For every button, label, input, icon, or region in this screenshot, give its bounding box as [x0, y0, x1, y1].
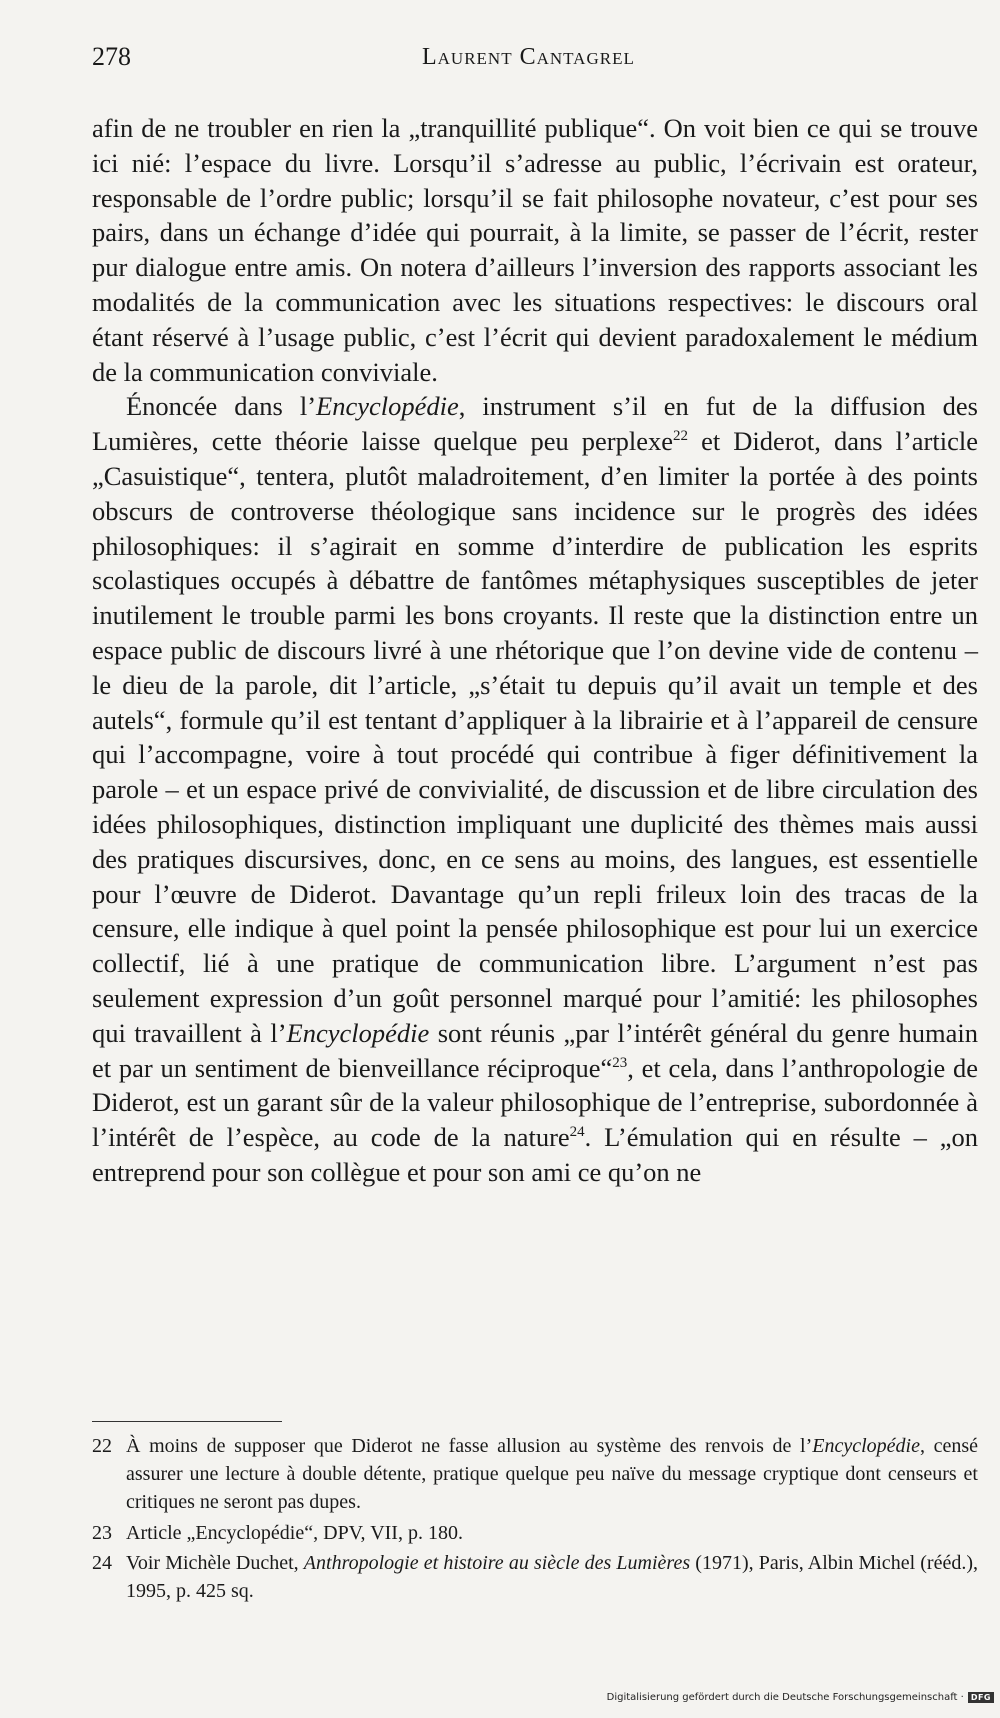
footnote: [92, 1519, 978, 1547]
footnote-number: 22: [92, 1435, 112, 1457]
footnote-reference[interactable]: 22: [673, 428, 689, 445]
footnotes: [92, 1432, 978, 1607]
dfg-logo-icon: DFG: [968, 1692, 994, 1703]
page-number: 278: [92, 42, 131, 71]
text-run: sont réunis „par l’intérêt général du genre humain et par un sentiment de bienveillance réciproque“: [92, 1017, 978, 1083]
body-text: [92, 111, 978, 1190]
footnote: [92, 1549, 978, 1605]
footnote-number: 23: [92, 1521, 112, 1544]
footnote-text: [126, 1552, 978, 1602]
text-run: afin de ne troubler en rien la „tranquillité publique“. On voit bien ce qui se trouve ici nié: l’espace du livre. Lorsqu’il s’adresse au public, l’écrivain est orateur, responsable de l’ordre public; lorsqu’il se fait philosophe novateur, c’est pour ses pairs, dans un échange d’idée qui pourrait, à la limite, se passer de l’écrit, rester pur dialogue entre amis. On notera d’ailleurs l’inversion des rapports associant les modalités de la communication avec les situations respectives: le discours oral étant réservé à l’usage public, c’est l’écrit qui devient paradoxalement le médium de la communication conviviale.: [92, 113, 978, 387]
footnote-text: [126, 1435, 978, 1513]
digitization-credit: [607, 1692, 994, 1703]
text-run: et Diderot, dans l’article „Casuistique“, tentera, plutôt maladroitement, d’en limiter la portée à des points obscurs de controverse théologique sans incidence sur le progrès des idées philosophiques: il s’agirait en somme d’interdire de publication les esprits scolastiques occupés à débattre de fantômes métaphysiques susceptibles de jeter inutilement le trouble parmi les bons croyants. Il reste que la distinction entre un espace public de discours livré à une rhétorique que l’on devine vide de contenu – le dieu de la parole, dit l’article, „s’était tu depuis qu’il avait un temple et des autels“, formule qu’il est tentant d’appliquer à la librairie et à l’appareil de censure qui l’accompagne, voire à tout procédé qui contribue à figer définitivement la parole – et un espace privé de convivialité, de discussion et de libre circulation des idées philosophiques, distinction impliquant une duplicité des thèmes mais aussi des pratiques discursives, donc, en ce sens au moins, des langues, est essentielle pour l’œuvre de Diderot. Davantage qu’un repli frileux loin des tracas de la censure, elle indique à quel point la pensée philosophique est pour lui un exercice collectif, lié à une pratique de communication libre. L’argument n’est pas seulement expression d’un goût personnel marqué pour l’amitié: les philosophes qui travaillent à l’: [92, 426, 978, 1048]
text-run: , censé assurer une lecture à double détente, pratique quelque peu naïve du message cryptique dont censeurs et critiques ne seront pas dupes.: [126, 1435, 978, 1514]
paragraph: [92, 111, 978, 389]
text-run: , et cela, dans l’anthropologie de Diderot, est un garant sûr de la valeur philosophique de l’entreprise, subordonnée à l’intérêt de l’espèce, au code de la nature: [92, 1052, 978, 1153]
footnote-reference[interactable]: 23: [612, 1054, 628, 1071]
running-head: Laurent Cantagrel: [422, 44, 635, 70]
text-run: , instrument s’il en fut de la diffusion des Lumières, cette théorie laisse quelque peu perplexe: [92, 391, 978, 457]
paragraph: [92, 389, 978, 1189]
text-run: Voir Michèle Duchet,: [126, 1551, 304, 1574]
text-run: Article „Encyclopédie“, DPV, VII, p. 180.: [126, 1521, 463, 1544]
italic-text: Encyclopédie: [812, 1435, 920, 1457]
text-run: À moins de supposer que Diderot ne fasse allusion au système des renvois de l’: [126, 1435, 813, 1457]
italic-text: Encyclopédie: [286, 1017, 430, 1048]
text-run: Énoncée dans l’: [126, 391, 317, 422]
footnote-number: 24: [92, 1551, 112, 1574]
italic-text: Encyclopédie: [316, 391, 459, 422]
credit-text: Digitalisierung gefördert durch die Deutsche Forschungsgemeinschaft ·: [606, 1692, 964, 1703]
footnote-reference[interactable]: 24: [569, 1124, 585, 1141]
footnote-divider: [92, 1421, 282, 1422]
footnote-text: [126, 1522, 463, 1544]
italic-text: Anthropologie et histoire au siècle des Lumières: [303, 1551, 691, 1574]
text-run: (1971), Paris, Albin Michel (rééd.), 1995, p. 425 sq.: [126, 1551, 978, 1603]
text-run: . L’émulation qui en résulte – „on entreprend pour son collègue et pour son ami ce qu’on ne: [92, 1122, 978, 1187]
page-header: [92, 42, 978, 78]
footnote: [92, 1432, 978, 1517]
